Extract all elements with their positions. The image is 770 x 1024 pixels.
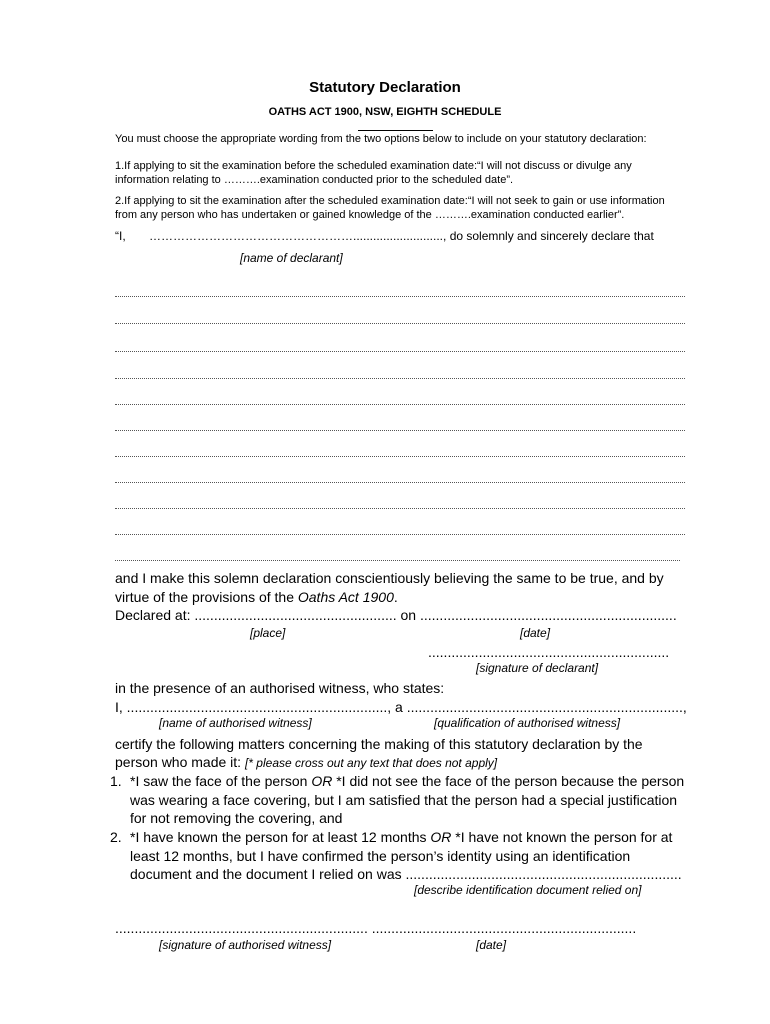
instructions-intro: You must choose the appropriate wording from the two options below to include on your statutory declaration: — [115, 133, 647, 145]
item2-text-a: *I have known the person for at least 12 months — [130, 829, 431, 845]
declaration-text-line[interactable] — [115, 323, 685, 324]
witness-line[interactable]: I, ..................................................................., a ......................................................................., — [115, 699, 687, 715]
declaration-text-line[interactable] — [115, 508, 685, 509]
item1-line2: was wearing a face covering, but I am satisfied that the person had a special justification — [130, 792, 678, 808]
declarant-name-label: [name of declarant] — [240, 251, 343, 265]
declaration-text-line[interactable] — [115, 404, 685, 405]
page-subtitle: OATHS ACT 1900, NSW, EIGHTH SCHEDULE — [268, 106, 502, 118]
item2-text-b: *I have not known the person for at — [451, 829, 673, 845]
declarant-signature-line[interactable]: .............................................................. — [428, 644, 670, 660]
id-document-label: [describe identification document relied on] — [414, 883, 642, 897]
cross-out-note: [* please cross out any text that does not apply] — [244, 756, 498, 770]
witness-presence: in the presence of an authorised witness, who states: — [115, 680, 445, 696]
item2-line1[interactable] — [110, 827, 672, 847]
title-divider — [358, 130, 433, 131]
date-label: [date] — [520, 626, 551, 640]
option1-line1: 1.If applying to sit the examination before the scheduled examination date:“I will not discuss or divulge any — [115, 160, 632, 172]
item1-text-a: *I saw the face of the person — [130, 773, 312, 789]
witness-qualification-label: [qualification of authorised witness] — [434, 716, 621, 730]
declaration-text-line[interactable] — [115, 482, 685, 483]
item1-number: 1. — [110, 773, 122, 789]
declared-at-line[interactable]: Declared at: .................................................... on .................................................................. — [115, 607, 677, 623]
declaration-statement-line2 — [115, 587, 398, 607]
item1-text-b: *I did not see the face of the person because the person — [332, 773, 685, 789]
witness-signature-line[interactable]: ................................................................. .................................................................... — [115, 920, 637, 936]
item1-line3: for not removing the covering, and — [130, 810, 343, 826]
certify-line2 — [115, 752, 497, 773]
declaration-statement-line1: and I make this solemn declaration conscientiously believing the same to be true, and by — [115, 570, 664, 586]
witness-date-label: [date] — [476, 938, 507, 952]
declaration-text-line[interactable] — [115, 351, 685, 352]
item1-or: OR — [311, 773, 333, 789]
declarant-signature-label: [signature of declarant] — [476, 661, 599, 675]
item2-line2: least 12 months, but I have confirmed the person’s identity using an identification — [130, 848, 631, 864]
act-prefix: virtue of the provisions of the — [115, 589, 298, 605]
declaration-text-line[interactable] — [115, 430, 685, 431]
option1-line2: information relating to ……….examination conducted prior to the scheduled date”. — [115, 174, 514, 186]
item2-number: 2. — [110, 829, 122, 845]
act-name: Oaths Act 1900 — [297, 589, 394, 605]
declaration-text-line[interactable] — [115, 378, 685, 379]
item1-line1[interactable] — [110, 771, 684, 791]
item2-or: OR — [430, 829, 452, 845]
option2-line2: from any person who has undertaken or gained knowledge of the ……….examination conducted earlier”. — [115, 209, 625, 221]
place-label: [place] — [250, 626, 286, 640]
certify-line1: certify the following matters concerning the making of this statutory declaration by the — [115, 736, 643, 752]
item2-line3[interactable]: document and the document I relied on was ....................................................................... — [130, 866, 682, 882]
declaration-text-line[interactable] — [115, 456, 685, 457]
act-suffix: . — [393, 589, 398, 605]
page-title: Statutory Declaration — [309, 79, 461, 96]
declaration-text-line[interactable] — [115, 560, 680, 561]
declaration-text-line[interactable] — [115, 534, 685, 535]
declarant-line[interactable]: “I, ……………………………………………..........................., do solemnly and sincerely declare that — [115, 229, 654, 243]
witness-name-label: [name of authorised witness] — [159, 716, 312, 730]
declaration-text-line[interactable] — [115, 296, 685, 297]
option2-line1: 2.If applying to sit the examination after the scheduled examination date:“I will not seek to gain or use information — [115, 195, 665, 207]
certify-prefix: person who made it: — [115, 754, 245, 770]
witness-signature-label: [signature of authorised witness] — [159, 938, 332, 952]
